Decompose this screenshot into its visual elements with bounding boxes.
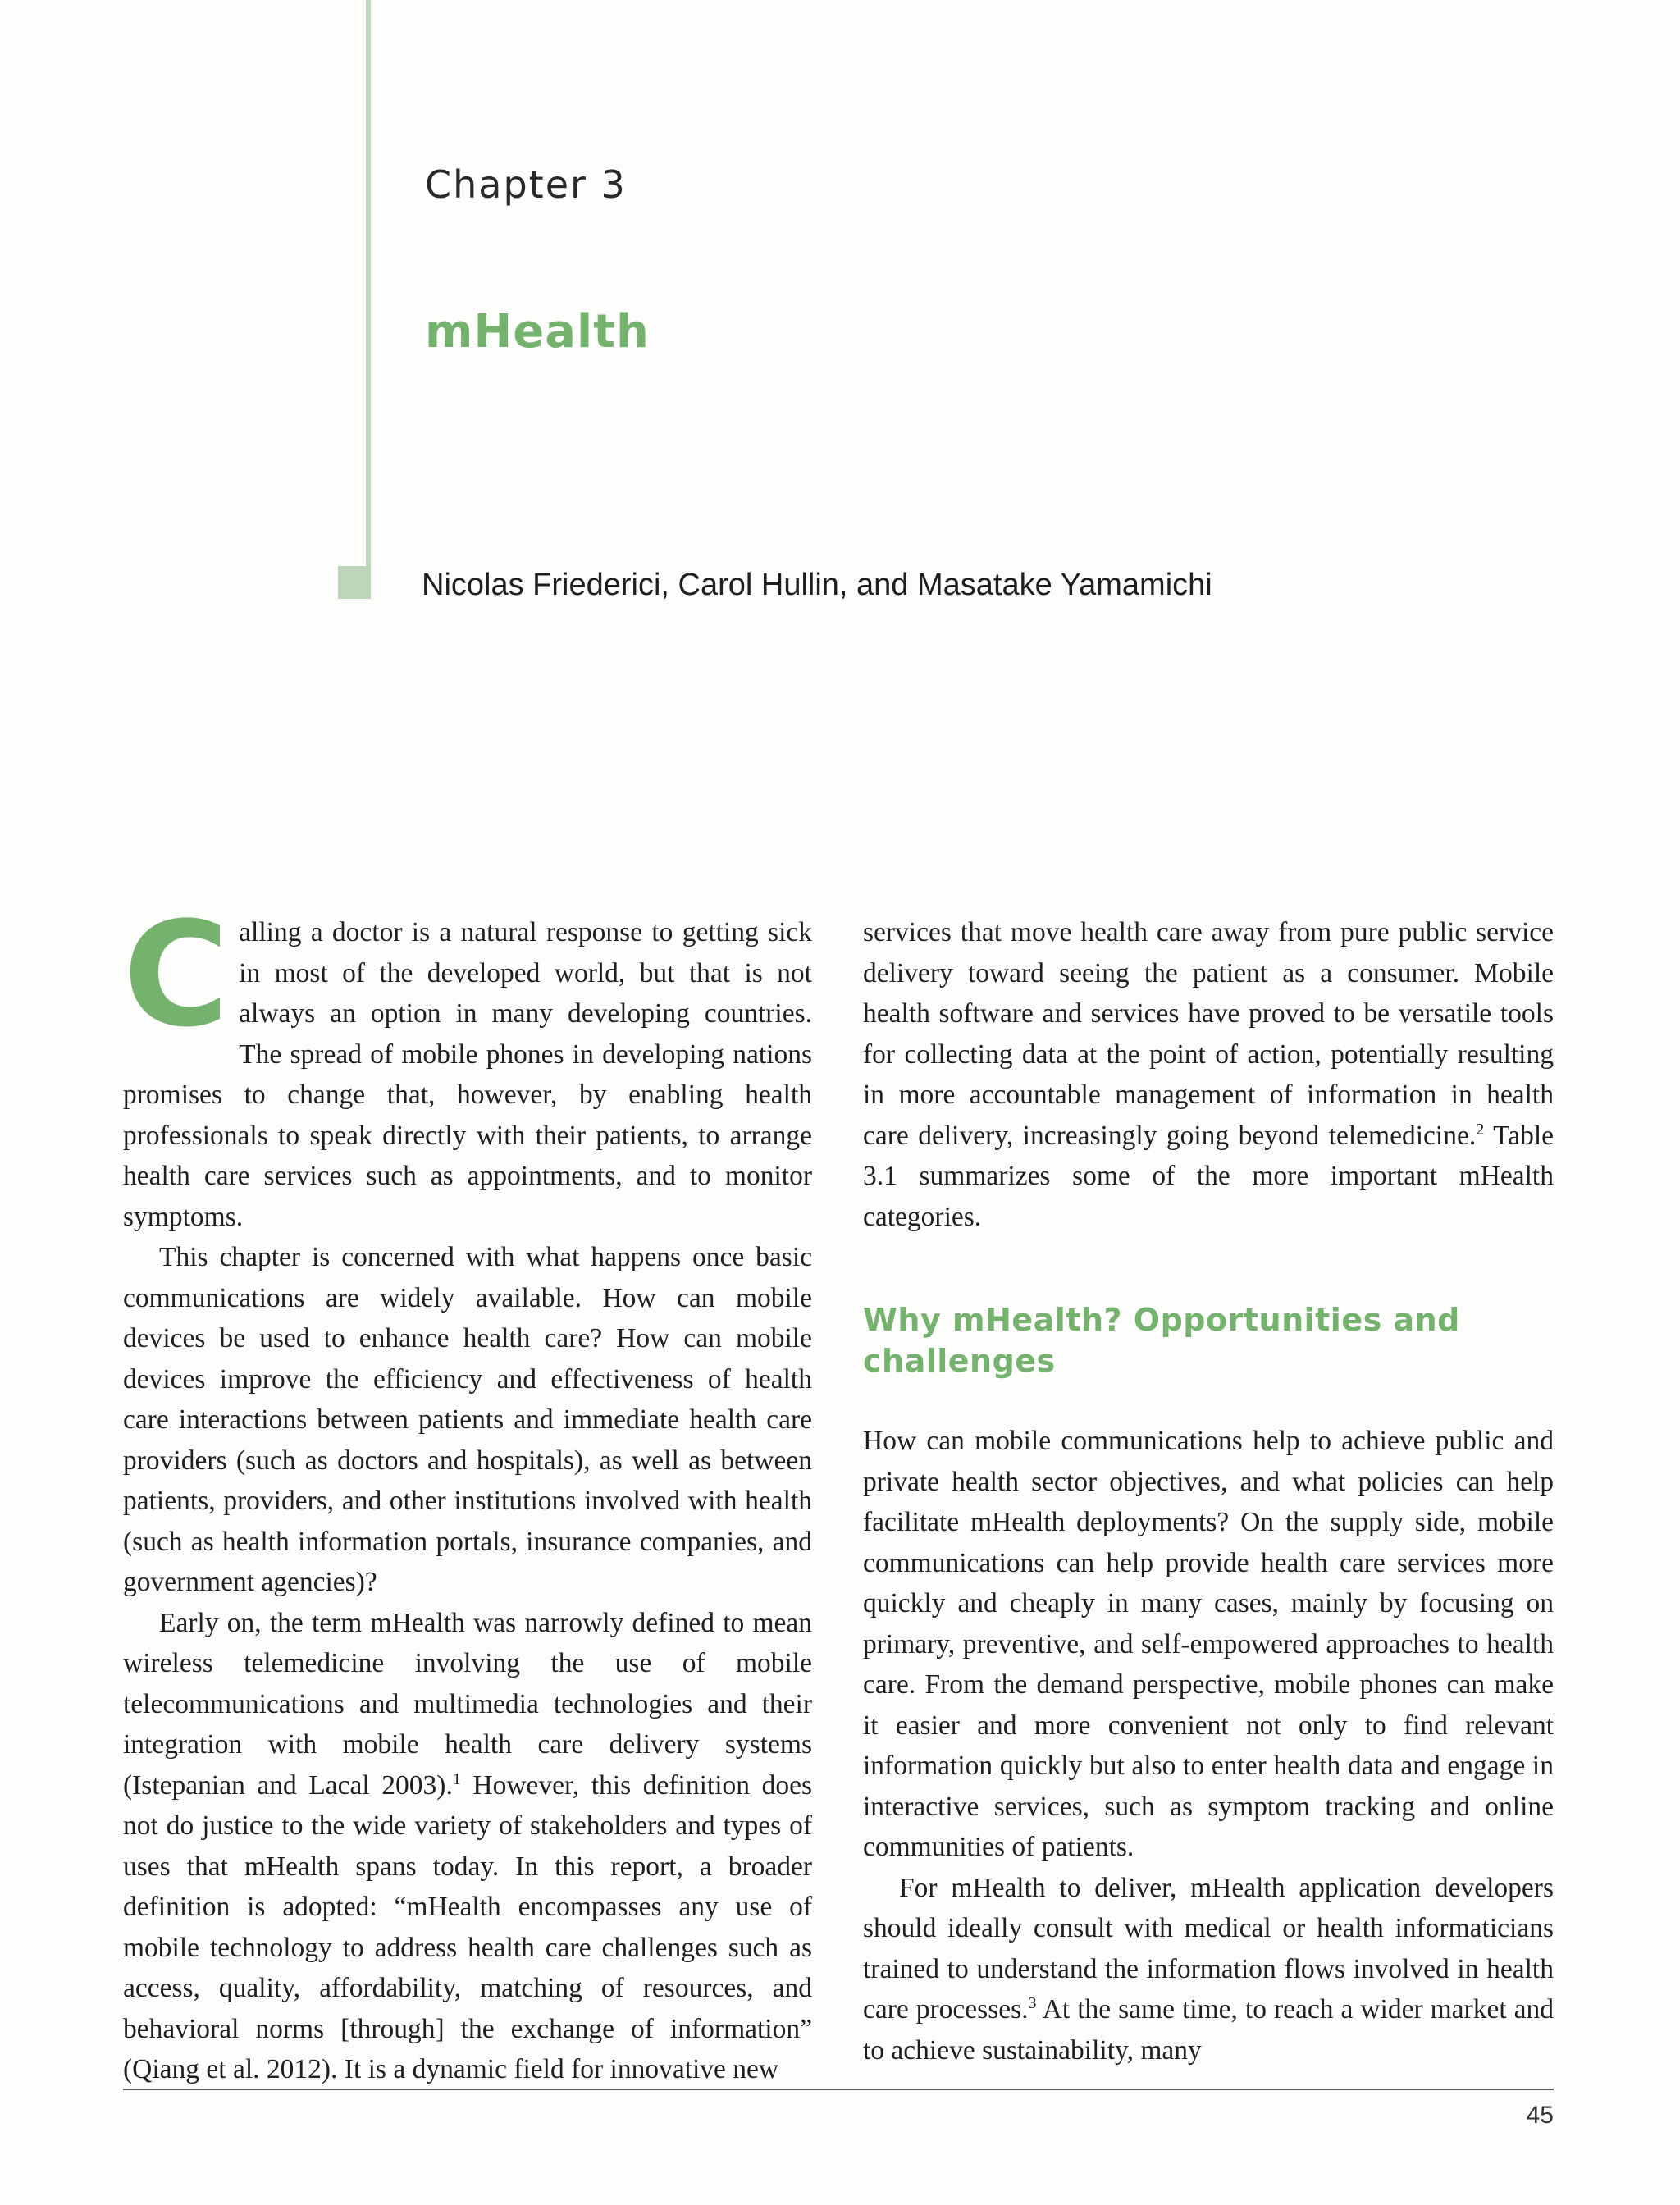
chapter-accent-bar	[366, 0, 371, 599]
footer-rule	[123, 2089, 1554, 2090]
paragraph-6-text-b: At the same time, to reach a wider market and to achieve sustainability, many	[863, 1994, 1554, 2066]
chapter-title: mHealth	[425, 305, 650, 358]
page-number: 45	[1526, 2102, 1554, 2129]
paragraph-6	[863, 1868, 1554, 2071]
chapter-accent-square	[338, 566, 371, 599]
paragraph-3	[123, 1603, 812, 2090]
paragraph-2: This chapter is concerned with what happens once basic communications are widely available. How can mobile devices be used to enhance health care? How can mobile devices improve the efficiency and effectiveness of health care interactions between patients and immediate health care providers (such as doctors and hospitals), as well as between patients, providers, and other institutions involved with health (such as health information portals, insurance companies, and government agencies)?	[123, 1242, 812, 1597]
paragraph-intro-text: alling a doctor is a natural response to getting sick in most of the developed world, but that is not always an option in many developing countries. The spread of mobile phones in developing nations promises to change that, however, by enabling health professionals to speak directly with their patients, to arrange health care services such as appointments, and to monitor symptoms.	[123, 917, 812, 1232]
footnote-ref-2: 2	[1476, 1120, 1485, 1139]
paragraph-3-text-b: However, this definition does not do justice to the wide variety of stakeholders and types of uses that mHealth spans today. In this report, a broader definition is adopted: “mHealth encompasses any use of mobile technology to address health care challenges such as access, quality, affordability, matching of resources, and behavioral norms [through] the exchange of information” (Qiang et al. 2012). It is a dynamic field for innovative new	[123, 1769, 812, 2084]
left-column	[123, 891, 812, 2090]
paragraph-5: How can mobile communications help to achieve public and private health sector objectives, and what policies can help facilitate mHealth deployments? On the supply side, mobile communications can help provide health care services more quickly and cheaply in many cases, mainly by focusing on primary, preventive, and self-empowered approaches to health care. From the demand perspective, mobile phones can make it easier and more convenient not only to find relevant information quickly but also to enter health data and engage in interactive services, such as symptom tracking and online communities of patients.	[863, 1426, 1554, 1862]
footnote-ref-1: 1	[452, 1769, 461, 1788]
footnote-ref-3: 3	[1028, 1993, 1037, 2012]
chapter-label: Chapter 3	[425, 162, 627, 207]
paragraph-intro	[123, 891, 812, 1237]
paragraph-4-text-b: Table 3.1 summarizes some of the more important mHealth categories.	[863, 1120, 1554, 1232]
right-column	[863, 912, 1554, 2070]
paragraph-4-text-a: services that move health care away from pure public service delivery toward seeing the patient as a consumer. Mobile health software and services have proved to be versatile tools for collecting data at the point of action, potentially resulting in more accountable management of information in health care delivery, increasingly going beyond telemedicine.	[863, 917, 1554, 1151]
paragraph-6-text-a: For mHealth to deliver, mHealth application developers should ideally consult with medical or health informaticians trained to understand the information flows involved in health care processes.	[863, 1872, 1554, 2025]
section-heading: Why mHealth? Opportunities and challenges	[863, 1302, 1460, 1379]
paragraph-3-text-a: Early on, the term mHealth was narrowly defined to mean wireless telemedicine involving the use of mobile telecommunications and multimedia technologies and their integration with mobile health care delivery systems (Istepanian and Lacal 2003).	[123, 1607, 812, 1801]
paragraph-4	[863, 912, 1554, 1237]
chapter-authors: Nicolas Friederici, Carol Hullin, and Masatake Yamamichi	[422, 568, 1212, 602]
drop-cap: C	[123, 891, 230, 1059]
